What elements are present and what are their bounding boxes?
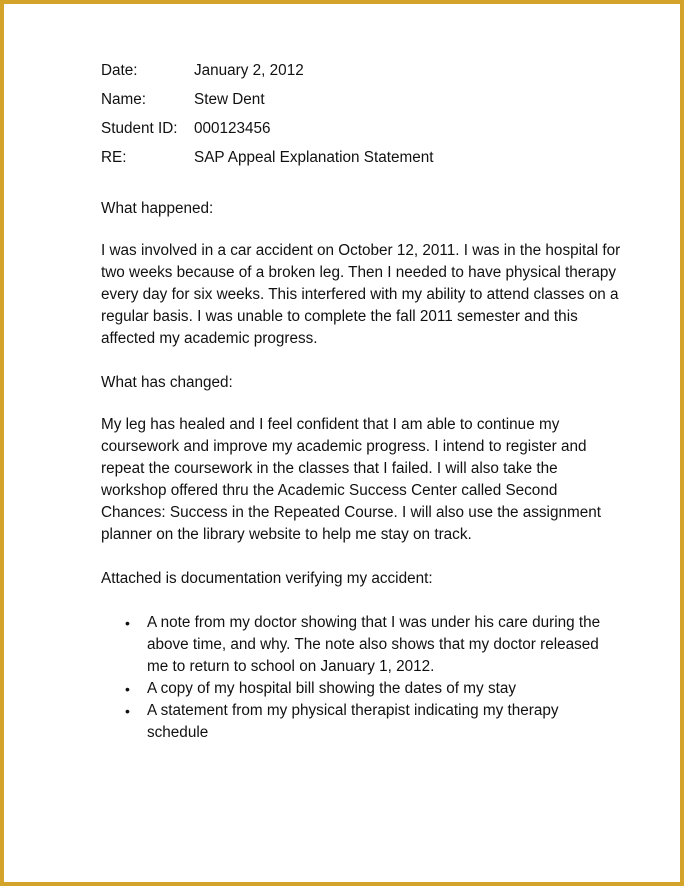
what-happened-heading: What happened: bbox=[101, 200, 214, 217]
list-item-text: A note from my doctor showing that I was under his care during the above time, and why. The note also shows that my doctor released me to return to school on January 1, 2012. bbox=[147, 614, 601, 675]
list-item bbox=[125, 700, 621, 744]
list-item-text: A copy of my hospital bill showing the dates of my stay bbox=[147, 680, 517, 697]
re-row bbox=[101, 143, 621, 172]
what-happened-body: I was involved in a car accident on October 12, 2011. I was in the hospital for two weeks because of a broken leg. Then I needed to have physical therapy every day for six weeks. This interfered with my ability to attend classes on a regular basis. I was unable to complete the fall 2011 semester and this affected my academic progress. bbox=[101, 242, 621, 347]
name-value: Stew Dent bbox=[194, 90, 265, 108]
name-row bbox=[101, 85, 621, 114]
attached-heading: Attached is documentation verifying my accident: bbox=[101, 570, 433, 587]
re-value: SAP Appeal Explanation Statement bbox=[194, 148, 434, 166]
letter-content bbox=[101, 56, 621, 744]
bullet-icon: • bbox=[125, 681, 130, 697]
date-row bbox=[101, 56, 621, 85]
documentation-list bbox=[101, 612, 621, 744]
student-id-label: Student ID: bbox=[101, 119, 178, 137]
name-label: Name: bbox=[101, 90, 147, 108]
list-item bbox=[125, 612, 621, 678]
what-changed-body: My leg has healed and I feel confident that I am able to continue my coursework and improve my academic progress. I intend to register and repeat the coursework in the classes that I failed. I will also take the workshop offered thru the Academic Success Center called Second Chances: Success in the Repeated Course. I will also use the assignment planner on the library website to help me stay on track. bbox=[101, 416, 601, 543]
bullet-icon: • bbox=[125, 703, 130, 719]
student-id-value: 000123456 bbox=[194, 119, 271, 137]
list-item bbox=[125, 678, 621, 700]
date-label: Date: bbox=[101, 61, 138, 79]
re-label: RE: bbox=[101, 148, 127, 166]
bullet-icon: • bbox=[125, 615, 130, 631]
list-item-text: A statement from my physical therapist indicating my therapy schedule bbox=[147, 702, 559, 741]
date-value: January 2, 2012 bbox=[194, 61, 304, 79]
student-id-row bbox=[101, 114, 621, 143]
what-changed-heading: What has changed: bbox=[101, 374, 233, 391]
